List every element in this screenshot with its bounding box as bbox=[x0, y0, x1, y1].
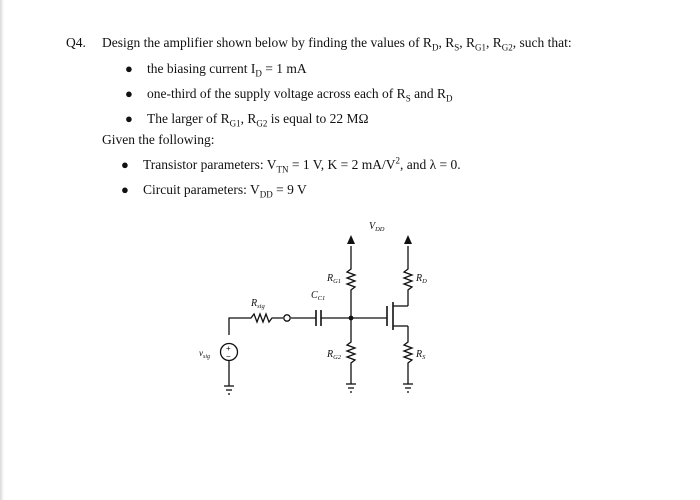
rs-resistor bbox=[404, 326, 412, 384]
rg2-label: $R_{G2}$ bbox=[327, 349, 342, 361]
rsig-label: $R_{sig}$ bbox=[251, 298, 265, 310]
svg-text:−: − bbox=[226, 352, 231, 361]
rs-label: $R_S$ bbox=[416, 349, 426, 361]
vdd-arrow-right bbox=[404, 235, 412, 244]
input-terminal bbox=[284, 315, 290, 321]
requirement-item: ● one-third of the supply voltage across each of $R_S$ and $R_D$ bbox=[125, 86, 453, 104]
vsig-label: $v_{sig}$ bbox=[199, 348, 211, 360]
given-item: ● Circuit parameters: $V_{DD} = 9$ V bbox=[121, 182, 307, 200]
rg1-resistor bbox=[347, 266, 355, 318]
bullet-icon: ● bbox=[125, 111, 133, 126]
vdd-label: $V_{DD}$ bbox=[369, 221, 385, 233]
rd-label: $R_D$ bbox=[416, 273, 427, 285]
rg1-label: $R_{G1}$ bbox=[327, 273, 342, 285]
question-heading: Q4. Design the amplifier shown below by finding the values of $R_D$, $R_S$, $R_{G1}$, $R_{G2}$, such that: bbox=[66, 35, 572, 53]
vdd-arrow-left bbox=[347, 235, 355, 244]
svg-text:+: + bbox=[226, 344, 231, 353]
ground-symbols bbox=[224, 384, 413, 394]
given-heading: Given the following: bbox=[102, 132, 215, 147]
bullet-icon: ● bbox=[125, 61, 133, 76]
cc1-label: $C_{C1}$ bbox=[311, 290, 326, 302]
bullet-icon: ● bbox=[125, 86, 133, 101]
rg2-resistor bbox=[347, 318, 355, 384]
bullet-icon: ● bbox=[121, 182, 129, 197]
requirement-item: ● the biasing current $I_D = 1$ mA bbox=[125, 61, 307, 79]
rd-resistor bbox=[404, 266, 412, 306]
rsig-resistor bbox=[229, 314, 283, 335]
question-number: Q4. bbox=[66, 35, 86, 50]
bullet-icon: ● bbox=[121, 157, 129, 172]
requirement-item: ● The larger of $R_{G1}$, $R_{G2}$ is equal to 22 MΩ bbox=[125, 111, 369, 129]
given-item: ● Transistor parameters: $V_{TN} = 1$ V, K = 2 $mA/V^2$, and λ = 0. bbox=[121, 155, 461, 175]
